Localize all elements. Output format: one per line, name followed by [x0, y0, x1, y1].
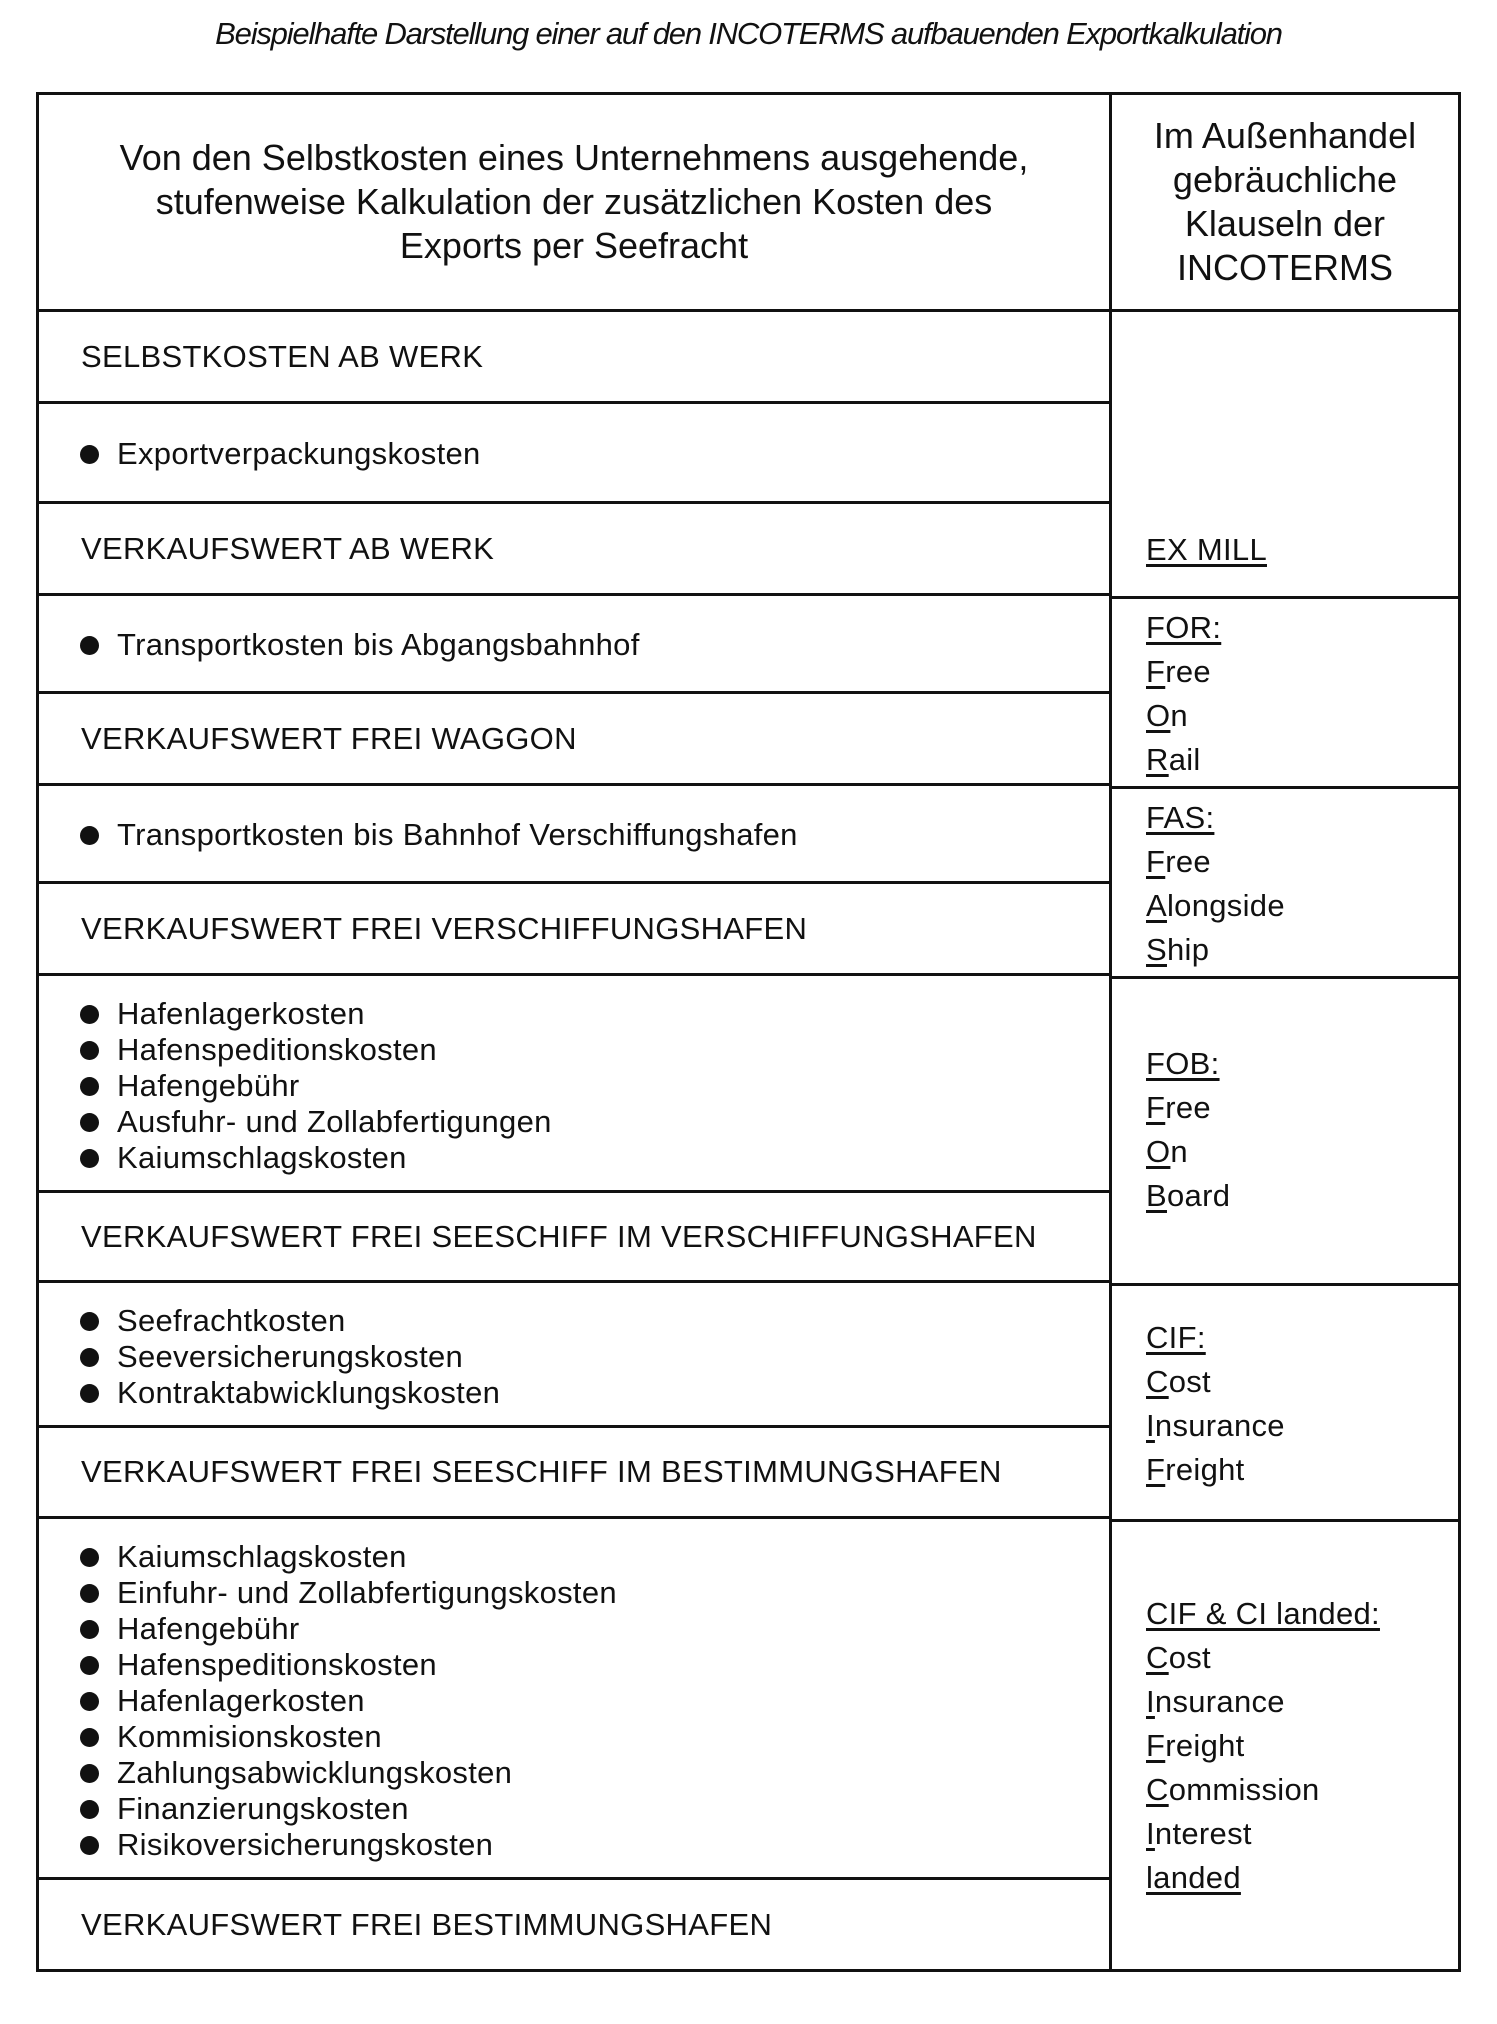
header-right-line: Klauseln der: [1184, 203, 1386, 244]
term-word-initial: A: [1146, 888, 1167, 923]
value-label: VERKAUFSWERT FREI WAGGON: [81, 720, 577, 756]
cost-list: [80, 1303, 500, 1411]
term-word: [1146, 1680, 1380, 1724]
row-separator: [1109, 786, 1461, 789]
bullet-icon: [80, 1005, 99, 1024]
cost-item-label: Kontraktabwicklungskosten: [117, 1375, 501, 1410]
term-word: [1146, 694, 1221, 738]
term-word-landed: landed: [1146, 1860, 1241, 1895]
value-label: VERKAUFSWERT FREI BESTIMMUNGSHAFEN: [81, 1906, 773, 1942]
cost-item: [80, 436, 481, 472]
term-fas: [1146, 796, 1285, 972]
term-word-initial: F: [1146, 654, 1166, 689]
term-word-rest: ree: [1165, 654, 1211, 689]
row-separator: [1109, 1283, 1461, 1286]
bullet-icon: [80, 1348, 99, 1367]
cost-item-label: Hafenlagerkosten: [117, 996, 365, 1031]
value-label: VERKAUFSWERT FREI VERSCHIFFUNGSHAFEN: [81, 910, 808, 946]
term-word: [1146, 1724, 1380, 1768]
cost-item: [80, 1339, 500, 1375]
term-word: [1146, 1448, 1285, 1492]
bullet-icon: [80, 445, 99, 464]
cost-item: [80, 1575, 617, 1611]
term-word-rest: longside: [1166, 888, 1285, 923]
bullet-icon: [80, 1800, 99, 1819]
cost-item-label: Transportkosten bis Abgangsbahnhof: [117, 627, 640, 662]
cost-item-label: Hafenspeditionskosten: [117, 1032, 437, 1067]
header-left-line: stufenweise Kalkulation der zusätzlichen Kosten des: [155, 181, 993, 222]
term-word: [1146, 928, 1285, 972]
bullet-icon: [80, 1584, 99, 1603]
term-word-rest: reight: [1165, 1452, 1245, 1487]
term-word-rest: hip: [1166, 932, 1210, 967]
term-word-initial: I: [1146, 1408, 1155, 1443]
page-title: Beispielhafte Darstellung einer auf den INCOTERMS aufbauenden Exportkalkulation: [215, 16, 1282, 51]
header-left-line: Von den Selbstkosten eines Unternehmens ausgehende,: [119, 137, 1029, 178]
bullet-icon: [80, 1620, 99, 1639]
term-word: [1146, 1174, 1230, 1218]
cost-item-label: Seefrachtkosten: [117, 1303, 346, 1338]
row-separator: [1109, 1519, 1461, 1522]
cost-item: [80, 1755, 617, 1791]
term-cif: [1146, 1316, 1285, 1492]
term-word: [1146, 840, 1285, 884]
term-word-initial: F: [1146, 1090, 1166, 1125]
header-right: [1112, 95, 1458, 309]
term-word-rest: ost: [1168, 1640, 1211, 1675]
cost-item: [80, 1303, 500, 1339]
cost-item-label: Hafenlagerkosten: [117, 1683, 365, 1718]
term-word: [1146, 884, 1285, 928]
term-for: [1146, 606, 1221, 782]
row-separator: [1109, 976, 1461, 979]
value-box-frei-bestimmungshafen: [36, 1877, 1112, 1972]
term-word-initial: C: [1146, 1640, 1169, 1675]
term-word-rest: nsurance: [1154, 1408, 1285, 1443]
value-label: SELBSTKOSTEN AB WERK: [81, 338, 484, 374]
cost-item: [80, 1647, 617, 1683]
cost-item-label: Hafenspeditionskosten: [117, 1647, 437, 1682]
term-cif-ci-landed: [1146, 1592, 1380, 1900]
cost-item: [80, 996, 552, 1032]
term-word-rest: ree: [1165, 1090, 1211, 1125]
value-box-frei-seeschiff-bestimmung: [36, 1425, 1112, 1519]
bullet-icon: [80, 1656, 99, 1675]
bullet-icon: [80, 1728, 99, 1747]
header-right-line: Im Außenhandel: [1153, 115, 1417, 156]
term-word-initial: I: [1146, 1684, 1155, 1719]
bullet-icon: [80, 1384, 99, 1403]
value-label: VERKAUFSWERT FREI SEESCHIFF IM VERSCHIFFUNGSHAFEN: [81, 1218, 1037, 1254]
value-box-ab-werk: [36, 501, 1112, 596]
term-word: [1146, 738, 1221, 782]
term-word: [1146, 650, 1221, 694]
cost-item-label: Hafengebühr: [117, 1611, 300, 1646]
value-box-frei-seeschiff-verschiffung: [36, 1190, 1112, 1283]
term-word: [1146, 1636, 1380, 1680]
cost-item: [80, 817, 798, 853]
term-word-initial: F: [1146, 1728, 1166, 1763]
term-word: [1146, 1086, 1230, 1130]
term-word-initial: B: [1146, 1178, 1167, 1213]
term-word: [1146, 1130, 1230, 1174]
term-fob: [1146, 1042, 1230, 1218]
term-word-rest: ail: [1168, 742, 1201, 777]
value-label: VERKAUFSWERT FREI SEESCHIFF IM BESTIMMUNGSHAFEN: [81, 1454, 1002, 1489]
bullet-icon: [80, 1548, 99, 1567]
term-word: [1146, 1404, 1285, 1448]
term-word-initial: C: [1146, 1772, 1169, 1807]
term-word-rest: n: [1170, 1134, 1188, 1169]
term-word-initial: S: [1146, 932, 1167, 967]
header-right-line: gebräuchliche: [1172, 159, 1398, 200]
cost-item: [80, 1539, 617, 1575]
cost-list: [80, 996, 552, 1176]
term-word-initial: O: [1146, 698, 1171, 733]
term-word: [1146, 1360, 1285, 1404]
term-word-rest: nterest: [1154, 1816, 1252, 1851]
term-word-initial: F: [1146, 844, 1166, 879]
cost-item-label: Transportkosten bis Bahnhof Verschiffungshafen: [117, 817, 798, 852]
cost-item: [80, 1611, 617, 1647]
value-label: VERKAUFSWERT AB WERK: [81, 530, 495, 566]
term-word: [1146, 1768, 1380, 1812]
term-word-rest: ree: [1165, 844, 1211, 879]
cost-item: [80, 1375, 500, 1411]
bullet-icon: [80, 1764, 99, 1783]
cost-item-label: Kaiumschlagskosten: [117, 1539, 407, 1574]
value-box-frei-waggon: [36, 691, 1112, 786]
bullet-icon: [80, 826, 99, 845]
term-code: EX MILL: [1146, 532, 1267, 567]
bullet-icon: [80, 636, 99, 655]
row-separator: [1109, 596, 1461, 599]
term-code: CIF & CI landed:: [1146, 1596, 1380, 1631]
bullet-icon: [80, 1149, 99, 1168]
cost-item-label: Hafengebühr: [117, 1068, 300, 1103]
term-word-initial: R: [1146, 742, 1169, 777]
bullet-icon: [80, 1041, 99, 1060]
term-word-rest: oard: [1166, 1178, 1231, 1213]
cost-list: [80, 1539, 617, 1863]
bullet-icon: [80, 1692, 99, 1711]
header-right-line: INCOTERMS: [1177, 247, 1393, 288]
term-code: FOR:: [1146, 610, 1222, 645]
bullet-icon: [80, 1113, 99, 1132]
cost-item: [80, 1683, 617, 1719]
cost-item-label: Zahlungsabwicklungskosten: [117, 1755, 513, 1790]
term-word-initial: F: [1146, 1452, 1166, 1487]
bullet-icon: [80, 1836, 99, 1855]
term-word-initial: O: [1146, 1134, 1171, 1169]
term-ex-mill: [1146, 528, 1267, 572]
value-box-selbstkosten: [36, 309, 1112, 404]
bullet-icon: [80, 1312, 99, 1331]
cost-item-label: Risikoversicherungskosten: [117, 1827, 494, 1862]
cost-item-label: Einfuhr- und Zollabfertigungskosten: [117, 1575, 617, 1610]
value-box-frei-verschiffungshafen: [36, 881, 1112, 976]
cost-item-label: Seeversicherungskosten: [117, 1339, 464, 1374]
cost-item-label: Kaiumschlagskosten: [117, 1140, 407, 1175]
cost-item: [80, 1104, 552, 1140]
cost-item: [80, 1827, 617, 1863]
cost-item: [80, 1068, 552, 1104]
cost-item: [80, 627, 640, 663]
term-word-rest: nsurance: [1154, 1684, 1285, 1719]
cost-item-label: Finanzierungskosten: [117, 1791, 409, 1826]
cost-item: [80, 1719, 617, 1755]
term-word-rest: n: [1170, 698, 1188, 733]
cost-list: [80, 817, 798, 853]
term-word: [1146, 1812, 1380, 1856]
cost-list: [80, 436, 481, 472]
term-word-rest: reight: [1165, 1728, 1245, 1763]
cost-item-label: Exportverpackungskosten: [117, 436, 481, 471]
cost-item-label: Ausfuhr- und Zollabfertigungen: [117, 1104, 552, 1139]
term-word-rest: ost: [1168, 1364, 1211, 1399]
cost-item: [80, 1032, 552, 1068]
header-left: [39, 95, 1109, 309]
term-word-rest: ommission: [1168, 1772, 1320, 1807]
cost-list: [80, 627, 640, 663]
bullet-icon: [80, 1077, 99, 1096]
term-code: FAS:: [1146, 800, 1215, 835]
cost-item: [80, 1791, 617, 1827]
term-word-initial: I: [1146, 1816, 1155, 1851]
cost-item: [80, 1140, 552, 1176]
term-word-initial: C: [1146, 1364, 1169, 1399]
term-code: FOB:: [1146, 1046, 1220, 1081]
cost-item-label: Kommisionskosten: [117, 1719, 382, 1754]
term-code: CIF:: [1146, 1320, 1206, 1355]
header-left-line: Exports per Seefracht: [399, 225, 749, 266]
